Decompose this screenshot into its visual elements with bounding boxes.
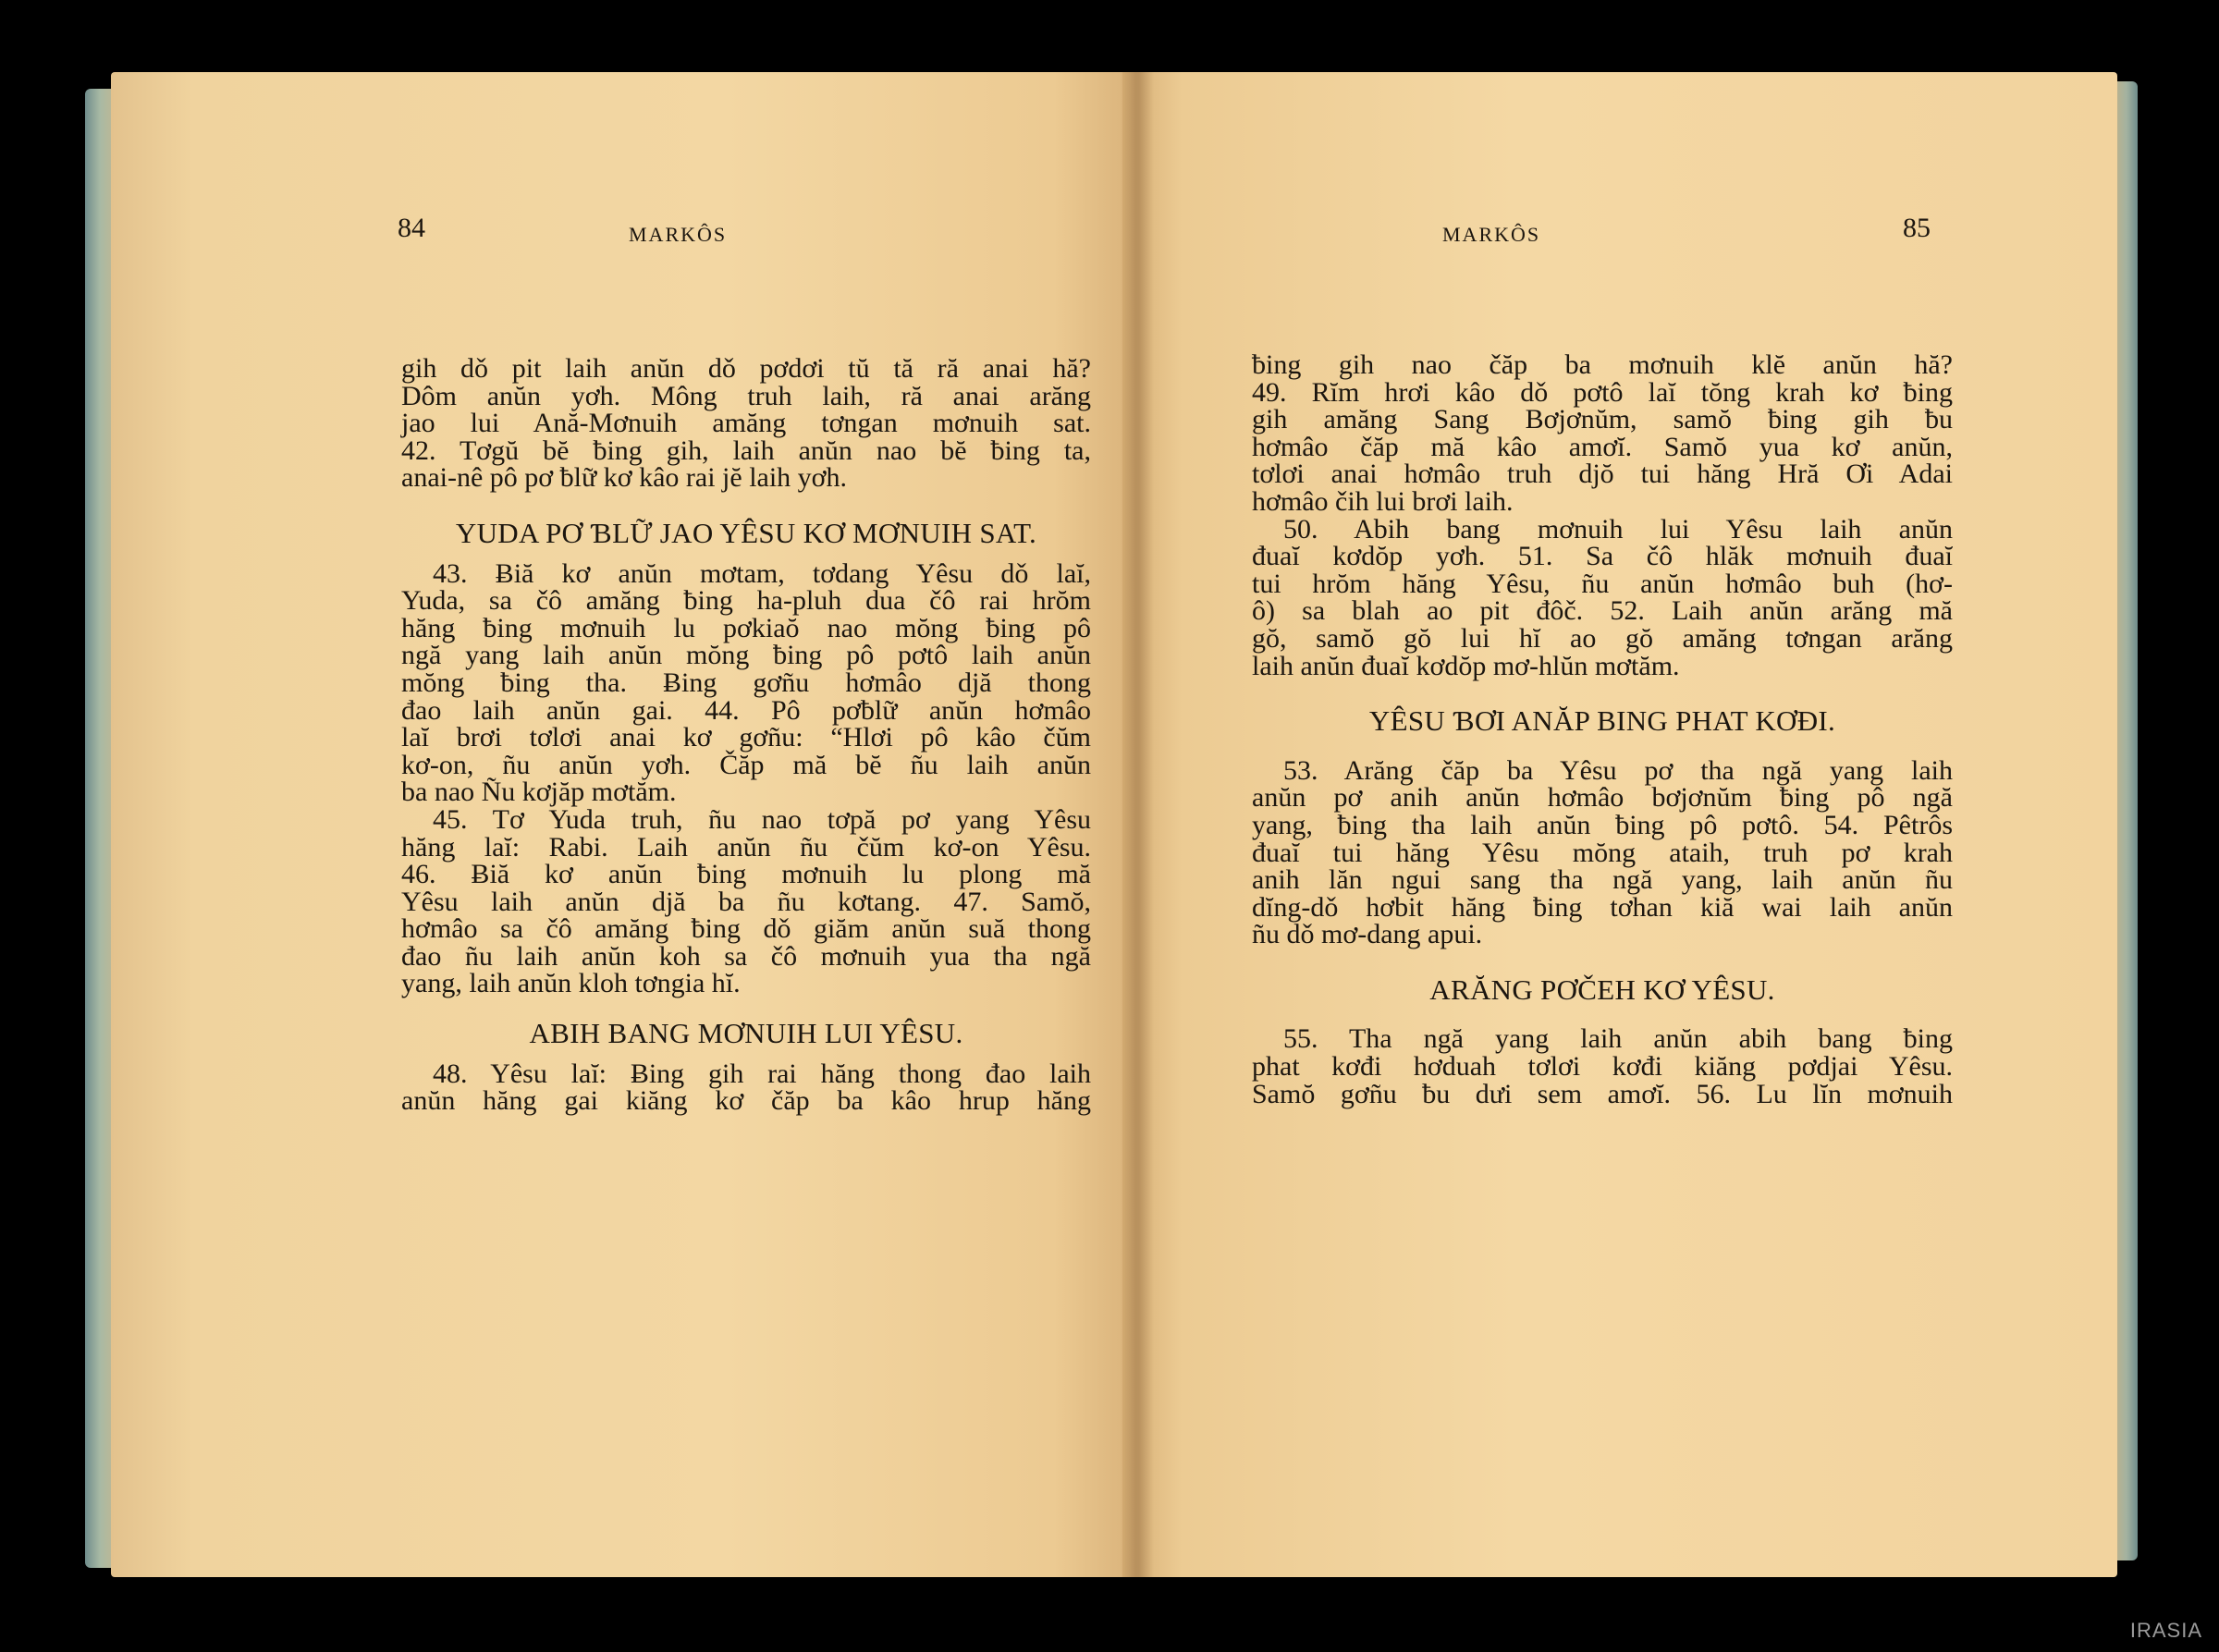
book-gutter	[1121, 72, 1154, 1577]
left-text-block	[401, 355, 1091, 1115]
right-text-block	[1252, 351, 1953, 1107]
text-line: hơmâo čăp mă kâo amơĭ. Samŏ yua kơ anŭn,	[1252, 431, 1953, 462]
text-line: 43. Ƀiă kơ anŭn mơtam, tơdang Yêsu dǒ laĭ,	[433, 557, 1091, 589]
text-line: tui hrŏm hăng Yêsu, ñu anŭn hơmâo buh (hơ-	[1252, 568, 1953, 599]
text-line: jao lui Ană-Mơnuih amăng tơngan mơnuih sat.	[401, 408, 1091, 439]
text-line: đao ñu laih anŭn koh sa čô mơnuih yua tha ngă	[401, 940, 1091, 972]
text-line: anih lăn ngui sang tha ngă yang, laih anŭn ñu	[1252, 864, 1953, 896]
text-line: 50. Abih bang mơnuih lui Yêsu laih anŭn	[1283, 513, 1953, 545]
text-line: anŭn pơ anih anŭn hơmâo bơjơnŭm ƀing pô ngă	[1252, 782, 1953, 814]
section-heading: YUDA PƠ ƁLỮ JAO YÊSU KƠ MƠNUIH SAT.	[455, 516, 1037, 549]
text-line: Samŏ gơñu ƀu dưi sem amơĭ. 56. Lu lĭn mơnuih	[1252, 1078, 1953, 1109]
text-line: gih amăng Sang Bơjơnŭm, samŏ ƀing gih ƀu	[1252, 404, 1953, 435]
text-line: yang, ƀing tha laih anŭn ƀing pô pơtô. 54. Pêtrôs	[1252, 809, 1953, 840]
open-book	[85, 72, 2138, 1584]
text-line: 45. Tơ Yuda truh, ñu nao tơpă pơ yang Yêsu	[433, 803, 1091, 835]
page-number: 84	[398, 213, 425, 243]
running-head: MARKÔS	[629, 223, 728, 246]
text-line: đuaĭ tui hăng Yêsu mŏng ataih, truh pơ krah	[1252, 837, 1953, 868]
running-head: MARKÔS	[1442, 223, 1541, 246]
text-line: ô) sa blah ao pit đôč. 52. Laih anŭn arăng mă	[1252, 595, 1953, 627]
text-line: tơlơi anai hơmâo truh djŏ tui hăng Hră Ơi Adai	[1252, 459, 1953, 490]
text-line: hăng laĭ: Rabi. Laih anŭn ñu čŭm kơ-on Yêsu.	[401, 831, 1091, 863]
text-line: gih dǒ pit laih anŭn dǒ pơdơi tŭ tă ră anai hă?	[401, 353, 1091, 384]
text-line: đao laih anŭn gai. 44. Pô pơƀlữ anŭn hơmâo	[401, 694, 1091, 726]
text-line: ba nao Ñu kơjăp mơtăm.	[401, 777, 677, 808]
text-line: 55. Tha ngă yang laih anŭn abih bang ƀing	[1283, 1023, 1953, 1055]
watermark: IRASIA	[2129, 1619, 2202, 1642]
text-line: Yêsu laih anŭn djă ba ñu kơtang. 47. Samŏ,	[401, 886, 1091, 917]
text-line: 53. Arăng čăp ba Yêsu pơ tha ngă yang laih	[1283, 754, 1953, 786]
text-line: phat kơđi hơduah tơlơi kơđi kiăng pơdjai Yêsu.	[1252, 1051, 1953, 1083]
text-line: anŭn hăng gai kiăng kơ čăp ba kâo hrup hăng	[401, 1085, 1091, 1117]
text-line: 49. Rĭm hrơi kâo dǒ pơtô laĭ tŏng krah kơ ƀing	[1252, 376, 1953, 408]
text-line: dĭng-dǒ hơbit hăng ƀing tơhan kiă wai laih anŭn	[1252, 891, 1953, 923]
text-line: mŏng ƀing tha. Ƀing gơñu hơmâo djă thong	[401, 667, 1091, 698]
text-line: hơmâo čih lui brơi laih.	[1252, 485, 1514, 517]
section-heading: YÊSU ƁƠI ANĂP BING PHAT KƠĐI.	[1368, 704, 1836, 738]
text-line: ñu dǒ mơ-dang apui.	[1252, 919, 1483, 950]
text-line: kơ-on, ñu anŭn yơh. Čăp mă bĕ ñu laih anŭn	[401, 749, 1091, 780]
page-number: 85	[1903, 213, 1931, 243]
text-line: đuaĭ kơdŏp yơh. 51. Sa čô hlăk mơnuih đuaĭ	[1252, 541, 1953, 572]
text-line: hơmâo sa čô amăng ƀing dǒ giăm anŭn suă thong	[401, 913, 1091, 945]
text-line: laih anŭn đuaĭ kơdŏp mơ-hlŭn mơtăm.	[1252, 650, 1680, 681]
text-line: Dôm anŭn yơh. Mông truh laih, ră anai arăng	[401, 380, 1091, 411]
text-line: 42. Tơgŭ bĕ ƀing gih, laih anŭn nao bĕ ƀing ta,	[401, 434, 1091, 466]
text-line: 46. Ƀiă kơ anŭn ƀing mơnuih lu plong mă	[401, 859, 1091, 890]
text-line: ngă yang laih anŭn mŏng ƀing pô pơtô laih anŭn	[401, 640, 1091, 671]
text-line: gŏ, samŏ gŏ lui hĭ ao gŏ amăng tơngan arăng	[1252, 622, 1953, 654]
text-line: 48. Yêsu laĭ: Ƀing gih rai hăng thong đao laih	[433, 1058, 1091, 1089]
text-line: yang, laih anŭn kloh tơngia hĭ.	[401, 968, 741, 999]
section-heading: ABIH BANG MƠNUIH LUI YÊSU.	[529, 1017, 963, 1050]
section-heading: ARĂNG PƠČEH KƠ YÊSU.	[1429, 973, 1775, 1006]
text-line: laĭ brơi tơlơi anai kơ gơñu: “Hlơi pô kâo čŭm	[401, 722, 1091, 753]
left-page	[111, 72, 1135, 1577]
text-line: ƀing gih nao čăp ba mơnuih klĕ anŭn hă?	[1252, 349, 1953, 380]
text-line: hăng ƀing mơnuih lu pơkiaŏ nao mŏng ƀing pô	[401, 612, 1091, 643]
right-page	[1122, 72, 2117, 1577]
text-line: anai-nê pô pơ ƀlữ kơ kâo rai jĕ laih yơh.	[401, 462, 848, 494]
text-line: Yuda, sa čô amăng ƀing ha-pluh dua čô rai hrŏm	[401, 585, 1091, 617]
